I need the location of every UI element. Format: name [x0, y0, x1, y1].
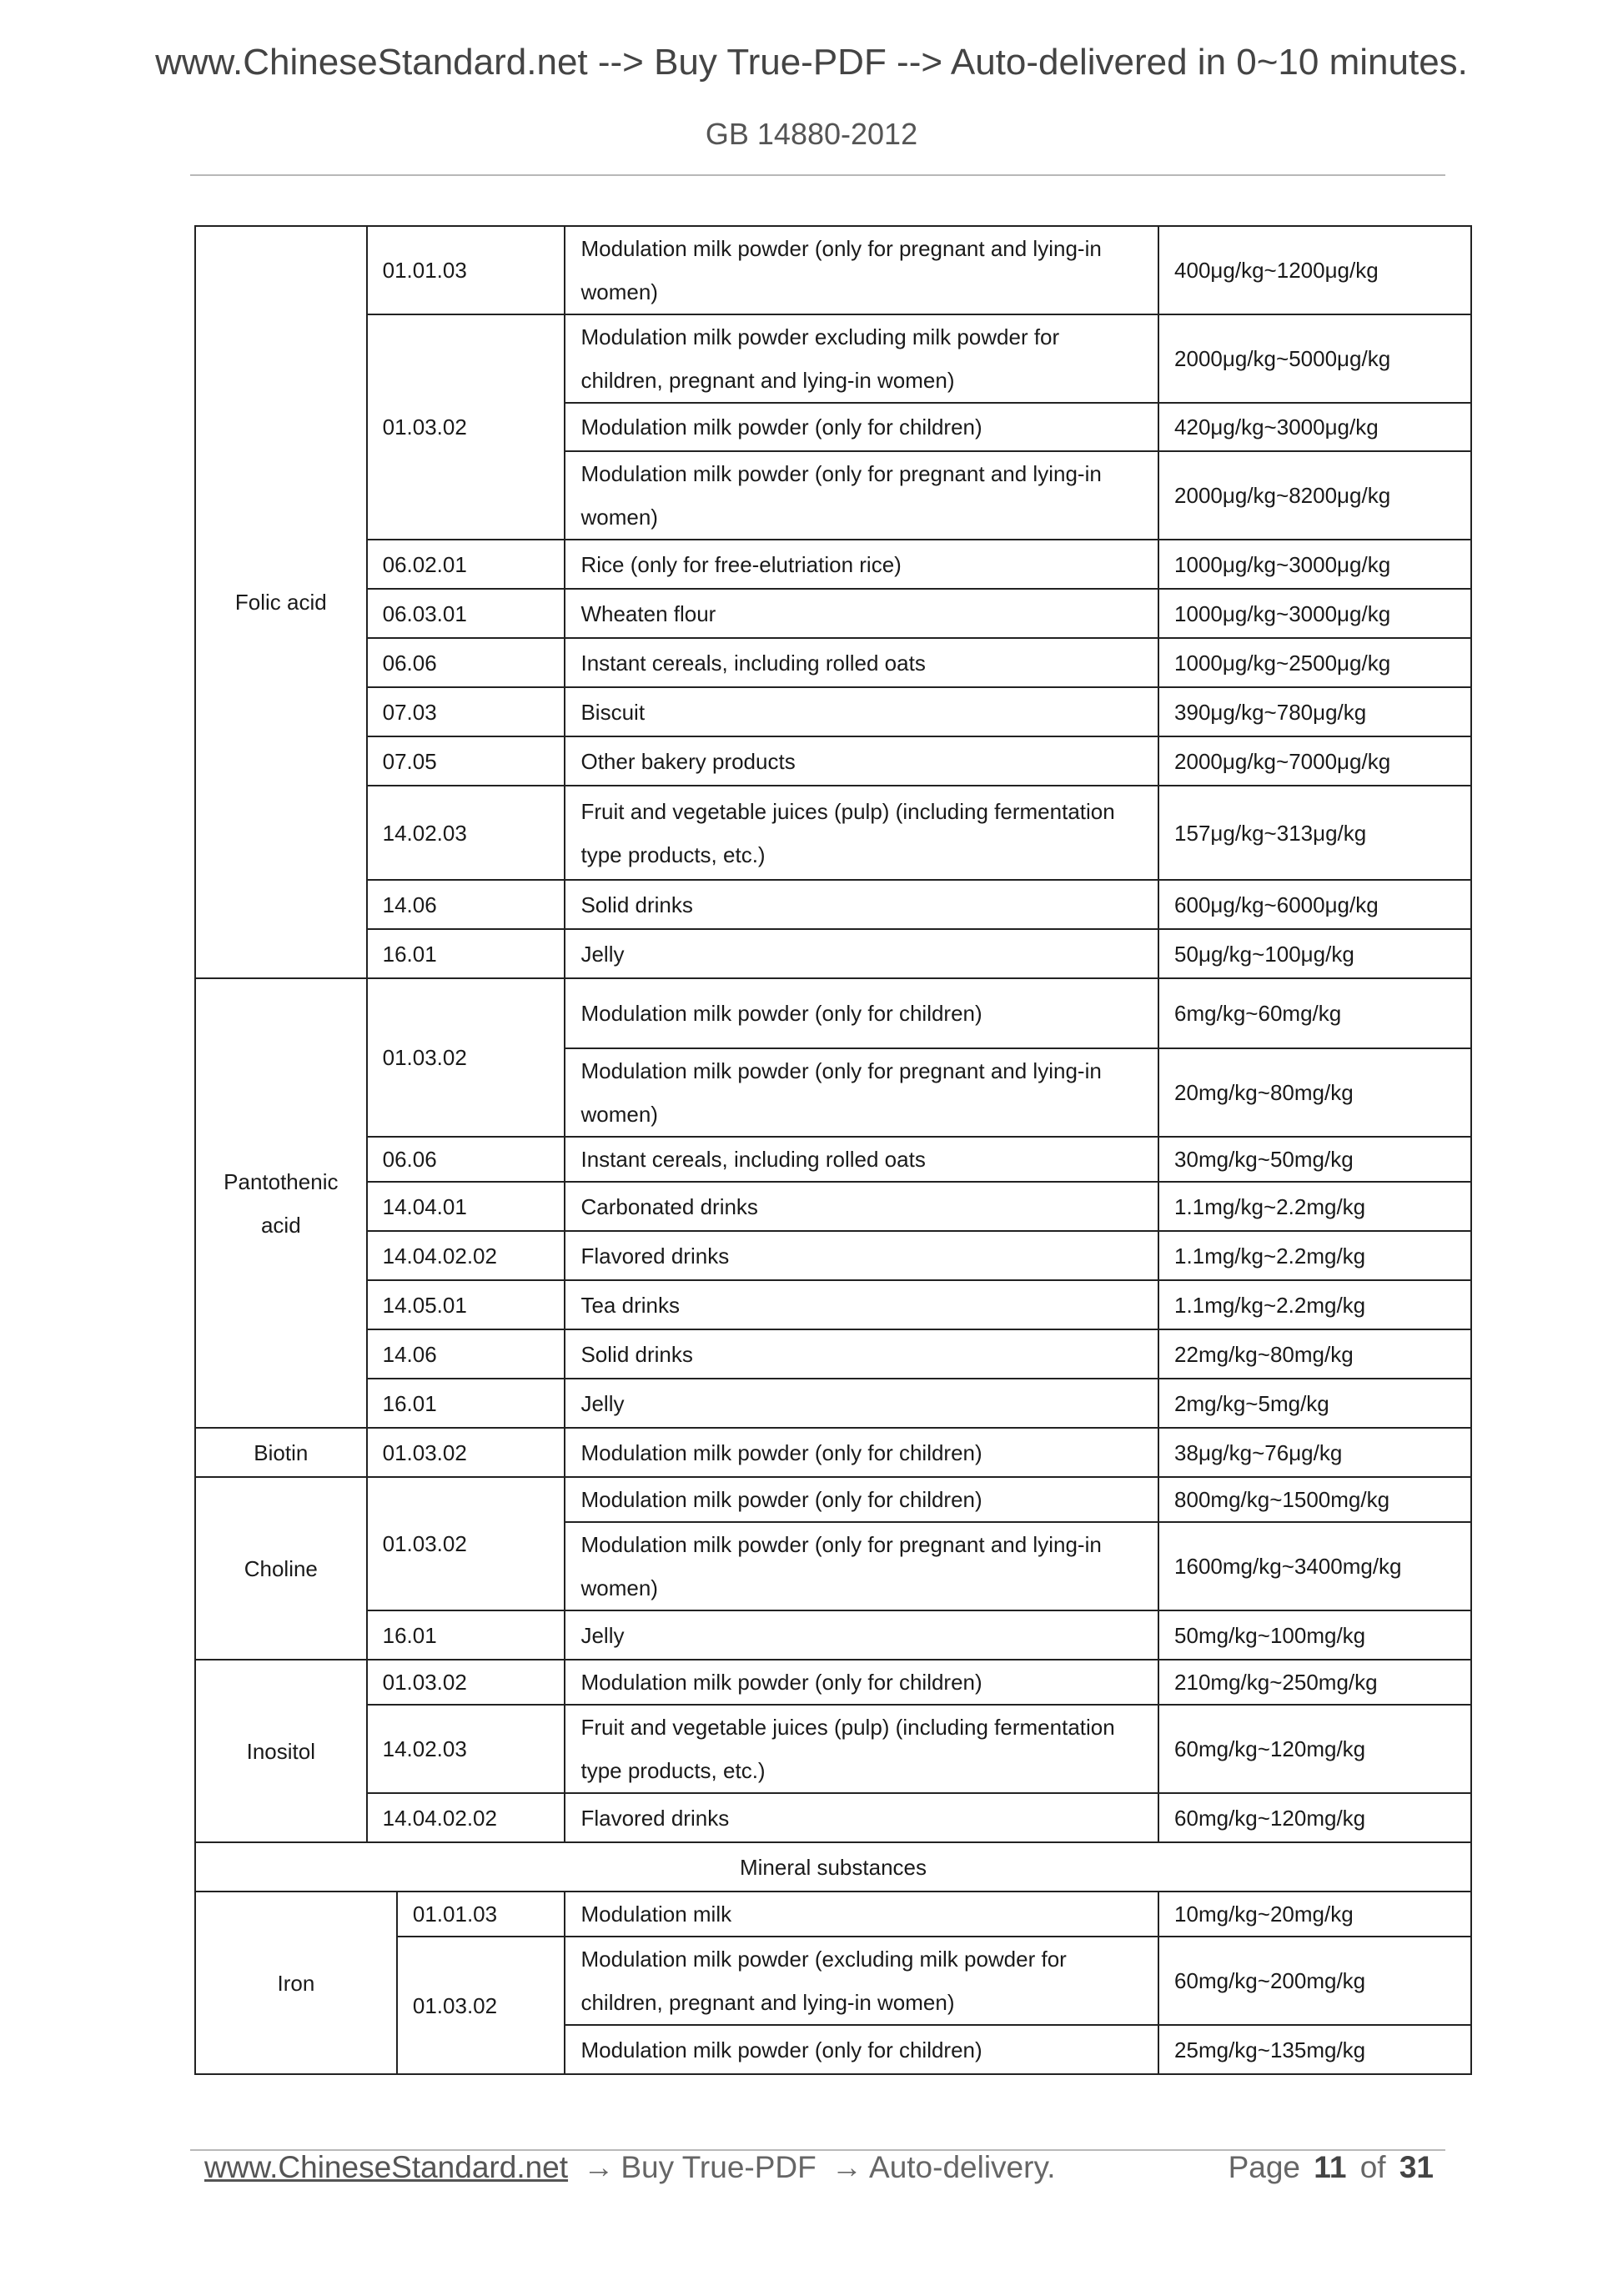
total-pages-number: 31: [1399, 2150, 1434, 2184]
current-page-number: 11: [1314, 2150, 1347, 2184]
standard-number: GB 14880-2012: [705, 117, 918, 151]
food-code: 14.06: [367, 1329, 565, 1379]
fortification-level: 157μg/kg~313μg/kg: [1158, 786, 1471, 880]
table-row: [195, 1610, 1471, 1660]
food-category: Modulation milk powder (only for children): [565, 1477, 1158, 1522]
footer-buy-text: Buy True-PDF: [621, 2150, 817, 2184]
food-category: Jelly: [565, 1610, 1158, 1660]
food-code: 06.03.01: [367, 589, 565, 638]
page-label: Page: [1228, 2150, 1301, 2184]
food-code: 14.02.03: [367, 1705, 565, 1793]
table-row: [195, 1379, 1471, 1428]
nutrient-name-biotin: Biotin: [195, 1428, 367, 1477]
food-category: Fruit and vegetable juices (pulp) (including fermentation type products, etc.): [565, 786, 1158, 880]
table-row: [195, 1660, 1471, 1705]
nutrient-name-choline: Choline: [195, 1477, 367, 1660]
fortification-level: 60mg/kg~120mg/kg: [1158, 1705, 1471, 1793]
table-row: [195, 1182, 1471, 1231]
food-category: Carbonated drinks: [565, 1182, 1158, 1231]
page-indicator: [1229, 2150, 1439, 2185]
page-footer: [204, 2150, 1439, 2187]
footer-site-link[interactable]: www.ChineseStandard.net: [204, 2150, 569, 2184]
site-banner: www.ChineseStandard.net --> Buy True-PDF --> Auto-delivered in 0~10 minutes.: [155, 42, 1468, 83]
table-row: [195, 1892, 1471, 1937]
header-divider: [190, 174, 1445, 176]
table-row: [195, 1705, 1471, 1793]
fortification-level: 6mg/kg~60mg/kg: [1158, 978, 1471, 1048]
fortification-level: 420μg/kg~3000μg/kg: [1158, 403, 1471, 451]
food-category: Modulation milk powder (only for children): [565, 2025, 1158, 2074]
fortification-level: 390μg/kg~780μg/kg: [1158, 687, 1471, 736]
food-category: Modulation milk powder (only for pregnant and lying-in women): [565, 226, 1158, 314]
fortification-level: 2000μg/kg~8200μg/kg: [1158, 451, 1471, 540]
food-code: 01.03.02: [367, 1477, 565, 1610]
food-code: 16.01: [367, 1610, 565, 1660]
fortification-level: 25mg/kg~135mg/kg: [1158, 2025, 1471, 2074]
fortification-table: [194, 225, 1472, 2075]
food-code: 06.02.01: [367, 540, 565, 589]
food-category: Solid drinks: [565, 1329, 1158, 1379]
table-row: [195, 880, 1471, 929]
section-heading-minerals: Mineral substances: [195, 1842, 1471, 1892]
fortification-level: 1000μg/kg~2500μg/kg: [1158, 638, 1471, 687]
nutrient-name-inositol: Inositol: [195, 1660, 367, 1842]
food-code: 01.03.02: [367, 1660, 565, 1705]
food-category: Flavored drinks: [565, 1231, 1158, 1280]
table-row: [195, 978, 1471, 1048]
footer-left: [204, 2150, 1055, 2185]
food-code: 01.03.02: [397, 1937, 565, 2074]
arrow-right-icon: →: [583, 2150, 615, 2184]
arrow-right-icon: →: [832, 2150, 863, 2184]
food-code: 06.06: [367, 1137, 565, 1182]
food-category: Modulation milk: [565, 1892, 1158, 1937]
fortification-level: 10mg/kg~20mg/kg: [1158, 1892, 1471, 1937]
food-code: 16.01: [367, 1379, 565, 1428]
fortification-level: 2000μg/kg~5000μg/kg: [1158, 314, 1471, 403]
fortification-level: 60mg/kg~200mg/kg: [1158, 1937, 1471, 2025]
food-category: Jelly: [565, 1379, 1158, 1428]
table-row: [195, 786, 1471, 880]
nutrient-name-pantothenic-acid: Pantothenic acid: [195, 978, 367, 1428]
fortification-level: 2mg/kg~5mg/kg: [1158, 1379, 1471, 1428]
food-code: 14.06: [367, 880, 565, 929]
fortification-level: 22mg/kg~80mg/kg: [1158, 1329, 1471, 1379]
food-code: 07.03: [367, 687, 565, 736]
food-category: Biscuit: [565, 687, 1158, 736]
food-code: 14.05.01: [367, 1280, 565, 1329]
fortification-level: 38μg/kg~76μg/kg: [1158, 1428, 1471, 1477]
food-code: 14.04.01: [367, 1182, 565, 1231]
food-category: Modulation milk powder (only for children): [565, 1660, 1158, 1705]
fortification-level: 1.1mg/kg~2.2mg/kg: [1158, 1182, 1471, 1231]
food-code: 07.05: [367, 736, 565, 786]
fortification-level: 210mg/kg~250mg/kg: [1158, 1660, 1471, 1705]
food-category: Tea drinks: [565, 1280, 1158, 1329]
food-category: Modulation milk powder (only for pregnant and lying-in women): [565, 1048, 1158, 1137]
food-code: 01.03.02: [367, 314, 565, 540]
table-row: [195, 736, 1471, 786]
table-row: [195, 687, 1471, 736]
table-row: [195, 226, 1471, 314]
table-row: [195, 1329, 1471, 1379]
food-code: 16.01: [367, 929, 565, 978]
food-code: 01.03.02: [367, 978, 565, 1137]
table-row: [195, 589, 1471, 638]
nutrient-name-folic-acid: Folic acid: [195, 226, 367, 978]
table-row: [195, 1231, 1471, 1280]
table-row: [195, 929, 1471, 978]
table-row: [195, 1280, 1471, 1329]
fortification-level: 600μg/kg~6000μg/kg: [1158, 880, 1471, 929]
fortification-level: 1.1mg/kg~2.2mg/kg: [1158, 1280, 1471, 1329]
food-category: Modulation milk powder (only for children): [565, 403, 1158, 451]
food-category: Modulation milk powder excluding milk powder for children, pregnant and lying-in women): [565, 314, 1158, 403]
food-code: 01.01.03: [367, 226, 565, 314]
food-category: Modulation milk powder (only for children): [565, 978, 1158, 1048]
food-category: Fruit and vegetable juices (pulp) (including fermentation type products, etc.): [565, 1705, 1158, 1793]
fortification-level: 50mg/kg~100mg/kg: [1158, 1610, 1471, 1660]
food-category: Modulation milk powder (only for pregnant and lying-in women): [565, 451, 1158, 540]
footer-delivery-text: Auto-delivery.: [869, 2150, 1056, 2184]
table-row: [195, 1137, 1471, 1182]
fortification-level: 30mg/kg~50mg/kg: [1158, 1137, 1471, 1182]
fortification-level: 2000μg/kg~7000μg/kg: [1158, 736, 1471, 786]
food-category: Modulation milk powder (only for pregnant and lying-in women): [565, 1522, 1158, 1610]
table-row: [195, 1428, 1471, 1477]
fortification-level: 1.1mg/kg~2.2mg/kg: [1158, 1231, 1471, 1280]
food-category: Wheaten flour: [565, 589, 1158, 638]
food-code: 14.04.02.02: [367, 1793, 565, 1842]
food-category: Instant cereals, including rolled oats: [565, 638, 1158, 687]
food-code: 01.01.03: [397, 1892, 565, 1937]
table-row: [195, 1477, 1471, 1522]
table-row: [195, 314, 1471, 403]
food-category: Solid drinks: [565, 880, 1158, 929]
table-row: [195, 540, 1471, 589]
food-code: 01.03.02: [367, 1428, 565, 1477]
fortification-level: 60mg/kg~120mg/kg: [1158, 1793, 1471, 1842]
of-label: of: [1359, 2150, 1386, 2184]
table-row: [195, 638, 1471, 687]
food-category: Modulation milk powder (only for children): [565, 1428, 1158, 1477]
food-category: Flavored drinks: [565, 1793, 1158, 1842]
fortification-level: 1600mg/kg~3400mg/kg: [1158, 1522, 1471, 1610]
food-category: Instant cereals, including rolled oats: [565, 1137, 1158, 1182]
fortification-level: 400μg/kg~1200μg/kg: [1158, 226, 1471, 314]
food-code: 14.02.03: [367, 786, 565, 880]
nutrient-name-iron: Iron: [195, 1892, 397, 2074]
fortification-level: 1000μg/kg~3000μg/kg: [1158, 589, 1471, 638]
food-category: Jelly: [565, 929, 1158, 978]
fortification-level: 50μg/kg~100μg/kg: [1158, 929, 1471, 978]
food-code: 06.06: [367, 638, 565, 687]
table-row: [195, 1793, 1471, 1842]
food-category: Rice (only for free-elutriation rice): [565, 540, 1158, 589]
table-row: [195, 1842, 1471, 1892]
fortification-level: 800mg/kg~1500mg/kg: [1158, 1477, 1471, 1522]
fortification-level: 1000μg/kg~3000μg/kg: [1158, 540, 1471, 589]
fortification-level: 20mg/kg~80mg/kg: [1158, 1048, 1471, 1137]
food-category: Modulation milk powder (excluding milk powder for children, pregnant and lying-in women): [565, 1937, 1158, 2025]
food-code: 14.04.02.02: [367, 1231, 565, 1280]
food-category: Other bakery products: [565, 736, 1158, 786]
